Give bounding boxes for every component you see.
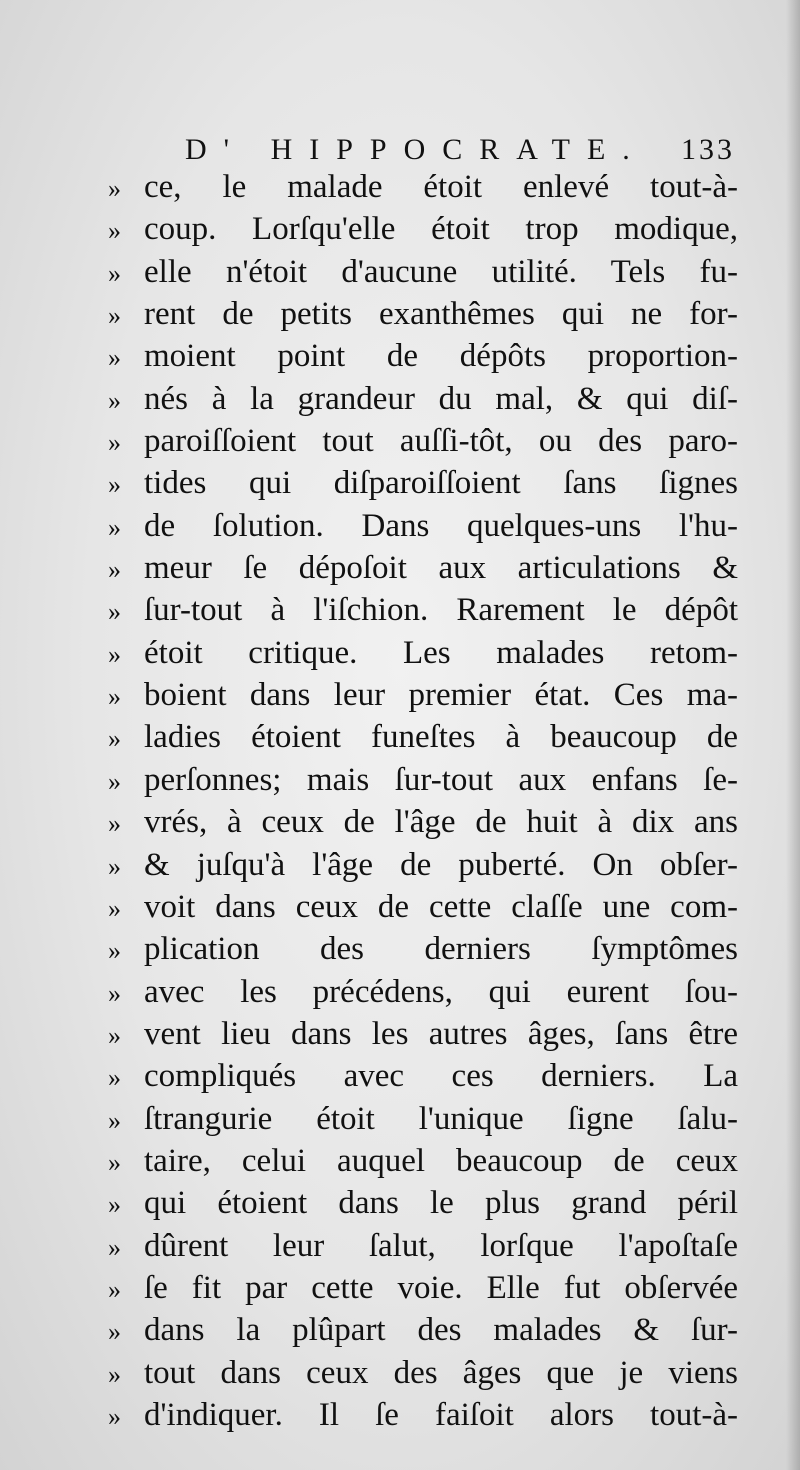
line-text: nés à la grandeur du mal, & qui diſ- — [144, 380, 738, 417]
quotation-mark: » — [108, 851, 118, 881]
text-line — [108, 632, 738, 674]
quotation-mark: » — [108, 1020, 118, 1050]
line-text: tides qui diſparoiſſoient ſans ſignes — [144, 465, 738, 502]
text-line — [108, 208, 738, 250]
text-line — [108, 335, 738, 377]
text-line — [108, 293, 738, 335]
line-text: taire, celui auquel beaucoup de ceux — [144, 1142, 738, 1179]
line-text: elle n'étoit d'aucune utilité. Tels fu- — [144, 253, 738, 290]
text-line — [108, 1098, 738, 1140]
line-text: ce, le malade étoit enlevé tout-à- — [144, 169, 738, 205]
text-line — [108, 716, 738, 758]
text-line — [108, 1055, 738, 1097]
text-line — [108, 674, 738, 716]
text-line — [108, 886, 738, 928]
text-line — [108, 378, 738, 420]
quotation-mark: » — [108, 978, 118, 1008]
quotation-mark: » — [108, 893, 118, 923]
quotation-mark: » — [108, 1274, 118, 1304]
page-edge-shadow — [786, 0, 800, 1470]
text-line — [108, 1140, 738, 1182]
line-text: étoit critique. Les malades retom- — [144, 634, 738, 671]
line-text: meur ſe dépoſoit aux articulations & — [144, 550, 738, 587]
quotation-mark: » — [108, 1105, 118, 1135]
quotation-mark: » — [108, 258, 118, 288]
line-text: avec les précédens, qui eurent ſou- — [144, 973, 738, 1010]
quotation-mark: » — [108, 343, 118, 373]
quotation-mark: » — [108, 809, 118, 839]
quotation-mark: » — [108, 639, 118, 669]
text-line — [108, 251, 738, 293]
quotation-mark: » — [108, 385, 118, 415]
quotation-mark: » — [108, 555, 118, 585]
quotation-mark: » — [108, 428, 118, 458]
line-text: dans la plûpart des malades & ſur- — [144, 1312, 738, 1349]
line-text: ſe fit par cette voie. Elle fut obſervée — [144, 1269, 738, 1306]
text-line — [108, 1182, 738, 1224]
page-number: 133 — [681, 133, 735, 166]
quotation-mark: » — [108, 1063, 118, 1093]
line-text: tout dans ceux des âges que je viens — [144, 1354, 738, 1391]
text-line — [108, 928, 738, 970]
text-line — [108, 759, 738, 801]
quotation-mark: » — [108, 1147, 118, 1177]
line-text: vrés, à ceux de l'âge de huit à dix ans — [144, 804, 738, 841]
line-text: dûrent leur ſalut, lorſque l'apoſtaſe — [144, 1227, 738, 1264]
line-text: & juſqu'à l'âge de puberté. On obſer- — [144, 846, 738, 883]
quotation-mark: » — [108, 1232, 118, 1262]
line-text: rent de petits exanthêmes qui ne for- — [144, 296, 738, 333]
line-text: ſur-tout à l'iſchion. Rarement le dépôt — [144, 592, 738, 629]
line-text: qui étoient dans le plus grand péril — [144, 1185, 738, 1222]
line-text: d'indiquer. Il ſe faiſoit alors tout-à- — [144, 1396, 738, 1433]
text-line — [108, 1013, 738, 1055]
quotation-mark: » — [108, 766, 118, 796]
text-line — [108, 801, 738, 843]
quotation-mark: » — [108, 597, 118, 627]
text-line — [108, 505, 738, 547]
line-text: voit dans ceux de cette claſſe une com- — [144, 888, 738, 925]
quotation-mark: » — [108, 1359, 118, 1389]
quotation-mark: » — [108, 301, 118, 331]
text-line — [108, 1267, 738, 1309]
line-text: ladies étoient funeſtes à beaucoup de — [144, 719, 738, 756]
quotation-mark: » — [108, 1190, 118, 1220]
line-text: paroiſſoient tout auſſi-tôt, ou des paro- — [144, 423, 738, 460]
text-line — [108, 589, 738, 631]
quotation-mark: » — [108, 936, 118, 966]
line-text: de ſolution. Dans quelques-uns l'hu- — [144, 507, 738, 544]
line-text: ſtrangurie étoit l'unique ſigne ſalu- — [144, 1100, 738, 1137]
quotation-mark: » — [108, 174, 118, 203]
text-line — [108, 1352, 738, 1394]
line-text: moient point de dépôts proportion- — [144, 338, 738, 375]
line-text: boient dans leur premier état. Ces ma- — [144, 677, 738, 714]
line-text: perſonnes; mais ſur-tout aux enfans ſe- — [144, 761, 738, 798]
text-line — [108, 547, 738, 589]
text-line — [108, 844, 738, 886]
text-line — [108, 1309, 738, 1351]
body-text — [108, 166, 738, 1436]
line-text: compliqués avec ces derniers. La — [144, 1058, 738, 1095]
text-line — [108, 1225, 738, 1267]
quotation-mark: » — [108, 512, 118, 542]
line-text: vent lieu dans les autres âges, ſans être — [144, 1015, 738, 1052]
text-line — [108, 166, 738, 208]
line-text: plication des derniers ſymptômes — [144, 931, 738, 968]
line-text: coup. Lorſqu'elle étoit trop modique, — [144, 211, 738, 248]
text-line — [108, 420, 738, 462]
quotation-mark: » — [108, 216, 118, 246]
quotation-mark: » — [108, 470, 118, 500]
quotation-mark: » — [108, 1401, 118, 1431]
quotation-mark: » — [108, 682, 118, 712]
text-line — [108, 462, 738, 504]
running-title: D' HIPPOCRATE. — [185, 133, 647, 166]
text-line — [108, 971, 738, 1013]
text-line — [108, 1394, 738, 1436]
quotation-mark: » — [108, 1317, 118, 1347]
quotation-mark: » — [108, 724, 118, 754]
